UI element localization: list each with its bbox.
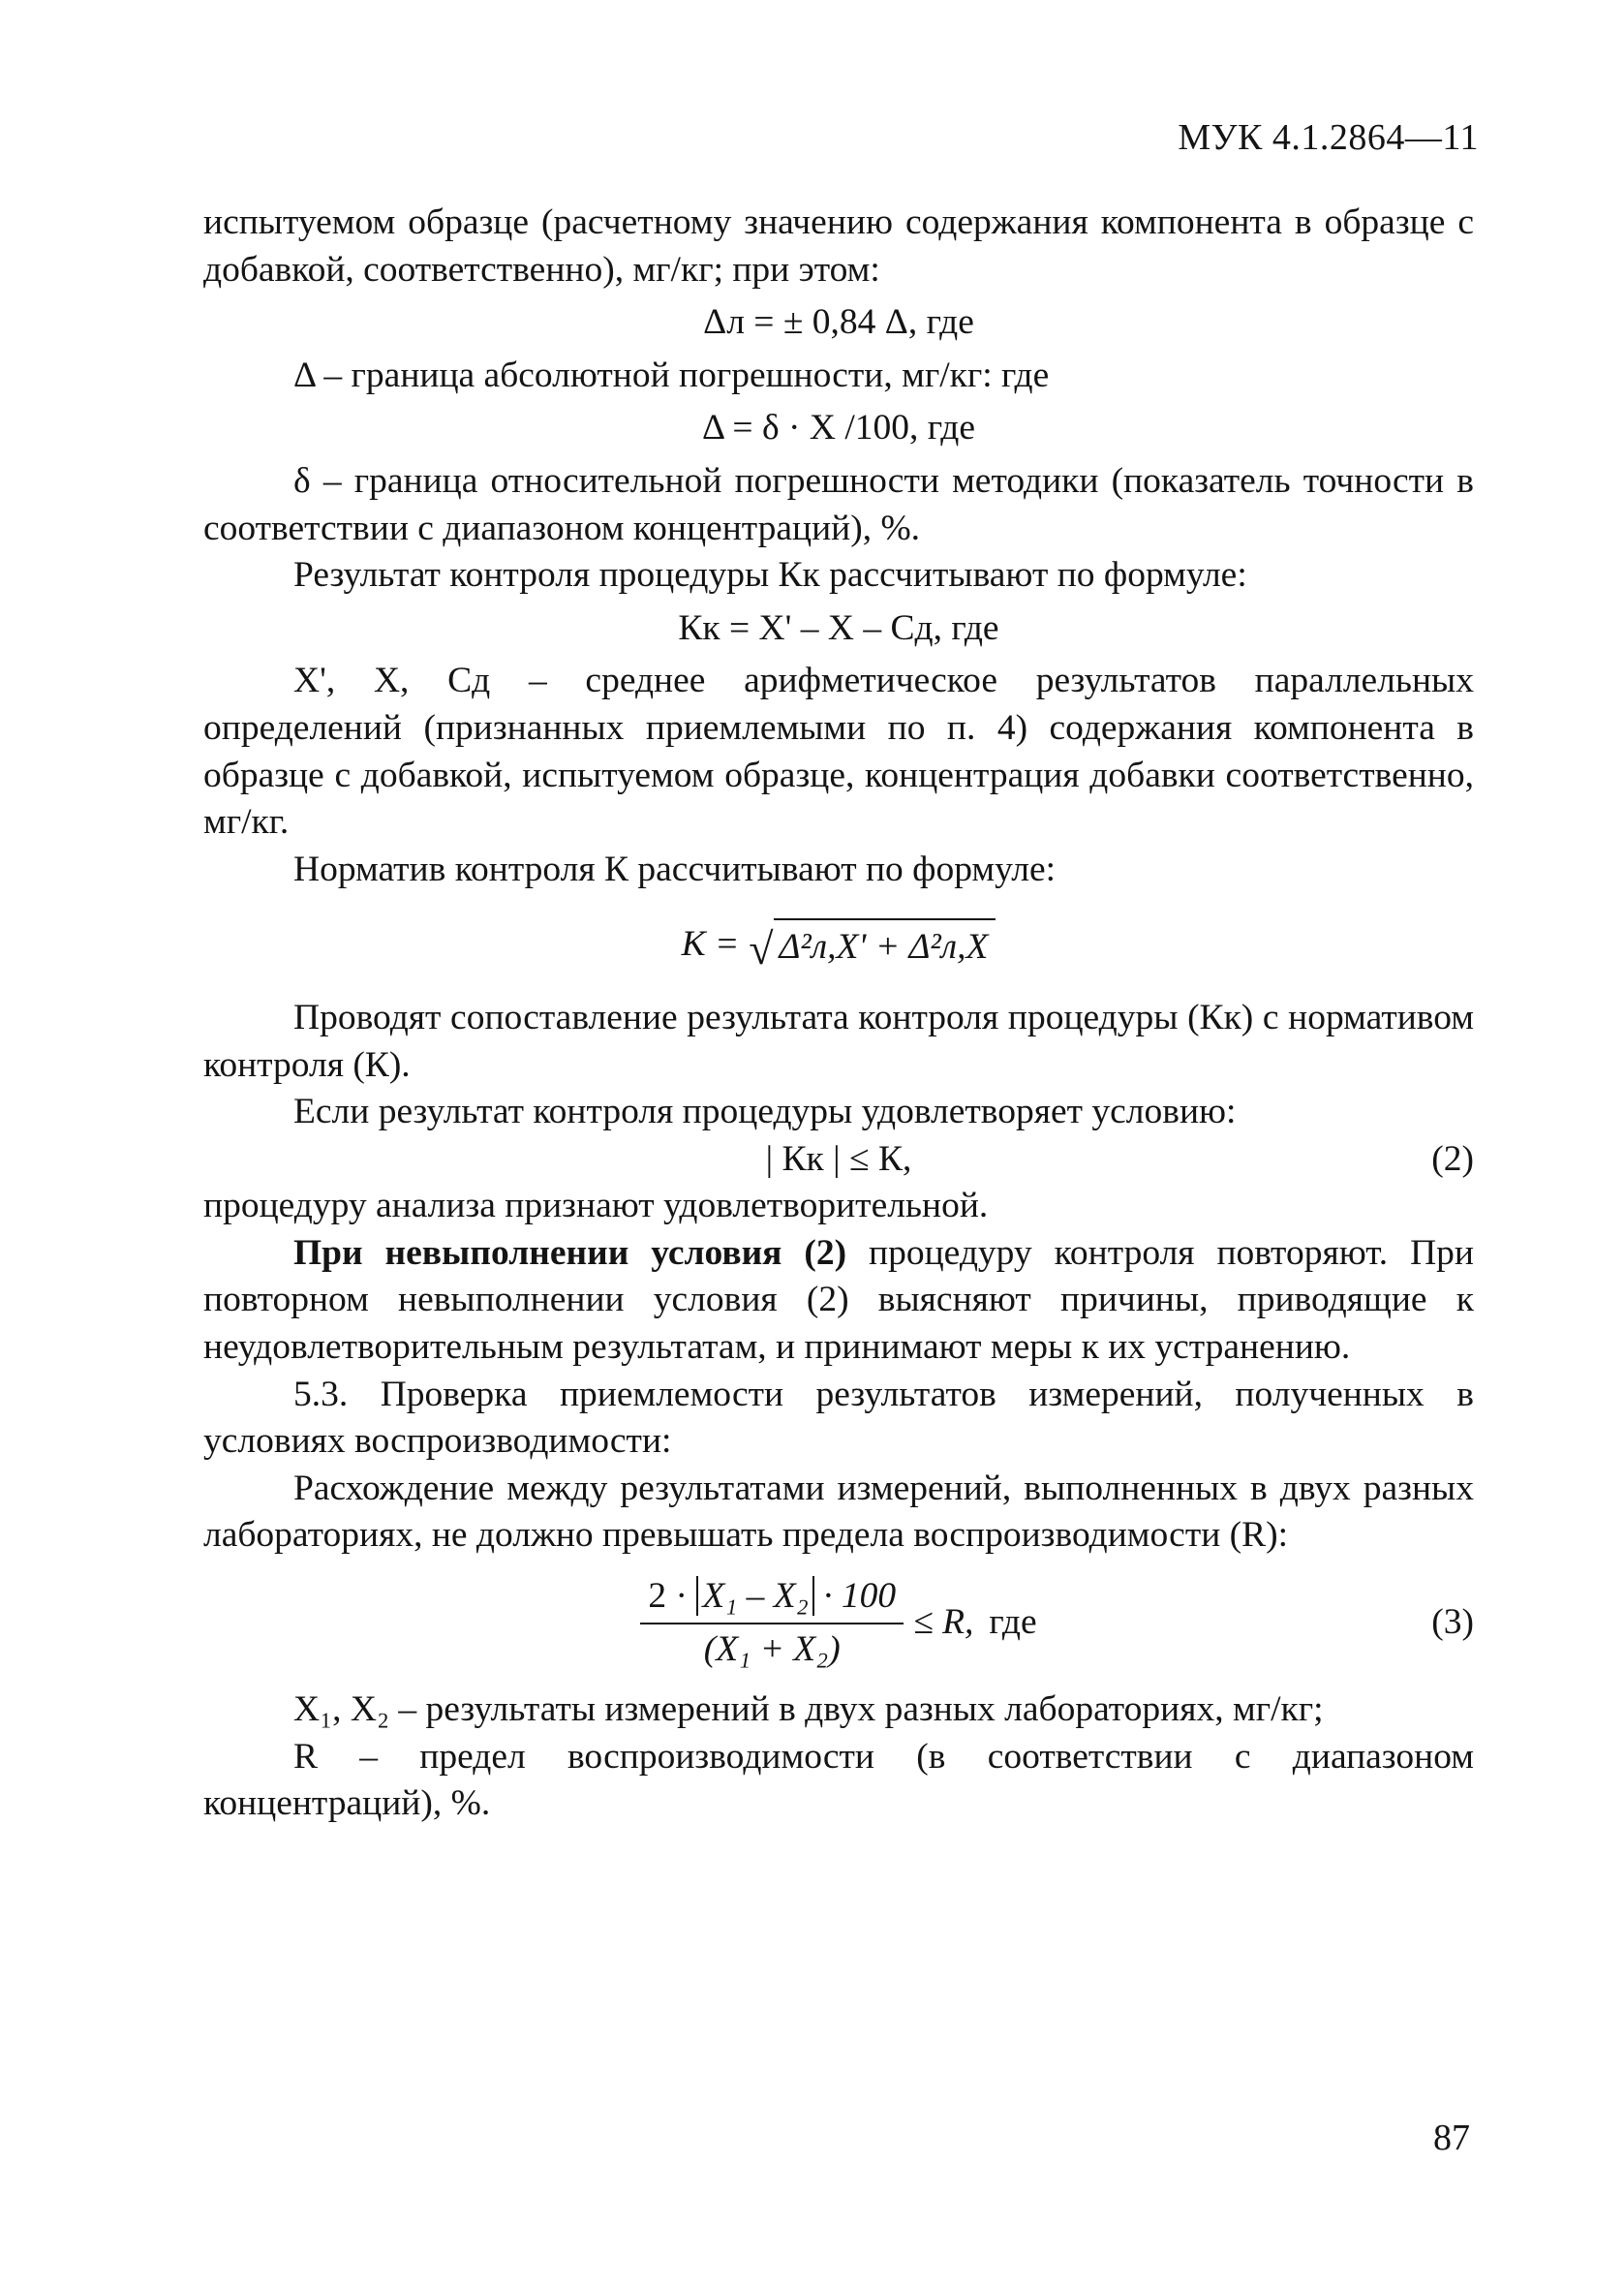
paragraph-reproducibility: Расхождение между результатами измерений, выполненных в двух разных лабораториях, не должно превышать предела воспроизводимости (R): (203, 1468, 1474, 1556)
paragraph-failure (203, 1230, 1474, 1372)
document-body (203, 200, 1474, 1828)
paragraph-condition-intro: Если результат контроля процедуры удовлетворяет условию: (293, 1092, 1237, 1132)
document-code-header: МУК 4.1.2864—11 (1178, 117, 1479, 158)
paragraph-delta-definition: Δ – граница абсолютной погрешности, мг/кг: где (293, 355, 1050, 395)
equation-number-3: (3) (1431, 1602, 1474, 1643)
formula-condition-2-body: | Кк | ≤ К, (765, 1138, 912, 1179)
paragraph-1: испытуемом образце (расчетному значению содержания компонента в образце с добавкой, соответственно), мг/кг; при этом: (203, 202, 1474, 290)
fraction-numerator (640, 1573, 904, 1624)
formula-delta: Δ = δ · X /100, где (702, 408, 975, 449)
paragraph-satisfactory: процедуру анализа признают удовлетворительной. (203, 1186, 989, 1226)
paragraph-k-intro: Норматив контроля К рассчитывают по формуле: (293, 849, 1057, 889)
formula-where: где (989, 1602, 1037, 1643)
formula-k-lhs: K = (681, 924, 740, 965)
formula-reproducibility (203, 1573, 1474, 1673)
paragraph-r-definition: R – предел воспроизводимости (в соответствии с диапазоном концентраций), %. (203, 1736, 1474, 1824)
paragraph-variables-definition: X', X, Сд – среднее арифметическое результатов параллельных определений (признанных приемлемыми по п. 4) содержания компонента в образце с добавкой, испытуемом образце, концентрация добавки соответственно, мг/кг. (203, 661, 1474, 843)
formula-kk: Кк = X' – X – Сд, где (678, 607, 999, 648)
numerator-absolute-difference: X₁ – X₂ (696, 1576, 813, 1616)
square-root (749, 918, 996, 972)
formula-k-radicand: Δ²л,X' + Δ²л,X (774, 918, 996, 972)
paragraph-failure-rest: процедуру контроля повторяют. При повторном невыполнении условия (2) выясняют причины, приводящие к неудовлетворительным результатам, и принимают меры к их устранению. (203, 1232, 1474, 1368)
fraction (640, 1573, 904, 1673)
numerator-suffix: · 100 (823, 1576, 897, 1617)
page-number: 87 (1433, 2118, 1470, 2158)
paragraph-kk-intro: Результат контроля процедуры Кк рассчитывают по формуле: (293, 555, 1247, 596)
formula-delta-l: Δл = ± 0,84 Δ, где (703, 302, 974, 343)
fraction-denominator: (X₁ + X₂) (703, 1628, 841, 1669)
formula-k (203, 918, 1474, 972)
equation-number-2: (2) (1431, 1138, 1474, 1179)
formula-rhs: ≤ R, (913, 1602, 974, 1643)
paragraph-failure-bold: При невыполнении условия (2) (293, 1232, 847, 1273)
paragraph-delta-small-definition: δ – граница относительной погрешности методики (показатель точности в соответствии с диапазоном концентраций), %. (203, 460, 1474, 548)
formula-condition-2 (203, 1136, 1474, 1184)
paragraph-x1-x2-definition: X₁, X₂ – результаты измерений в двух разных лабораториях, мг/кг; (293, 1689, 1324, 1730)
paragraph-comparison: Проводят сопоставление результата контроля процедуры (Кк) с нормативом контроля (К). (203, 997, 1474, 1085)
radical-sign-icon: √ (749, 923, 774, 974)
paragraph-section-5-3: 5.3. Проверка приемлемости результатов измерений, полученных в условиях воспроизводимости: (203, 1374, 1474, 1462)
numerator-prefix: 2 · (648, 1576, 688, 1617)
